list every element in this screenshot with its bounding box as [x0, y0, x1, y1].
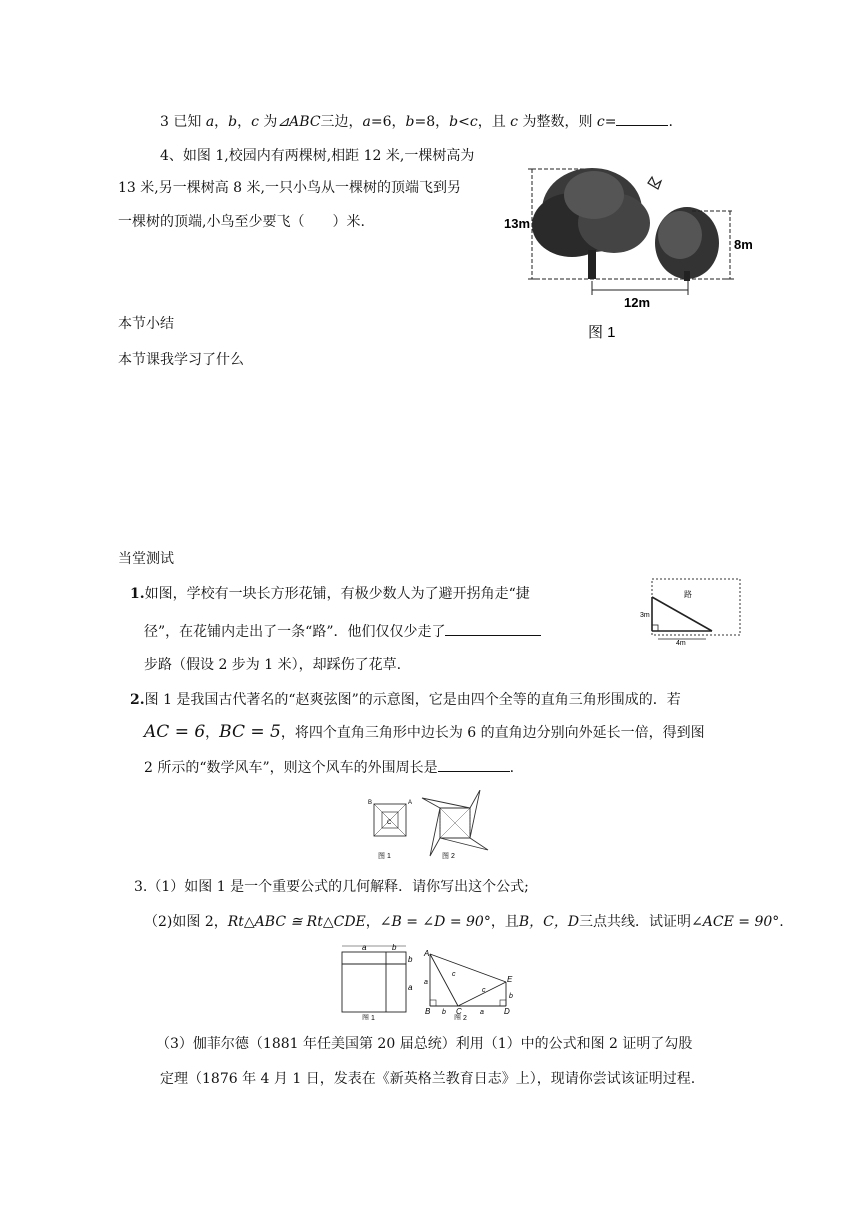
problem-2-blank[interactable]	[438, 757, 510, 772]
fig2-side-c2: c	[482, 987, 486, 994]
fig1-top-b: b	[392, 943, 397, 952]
fig2-bottom-a: a	[480, 1009, 484, 1016]
problem-3-line-2: （2)如图 2，Rt△ABC ≅ Rt△CDE，∠B = ∠D = 90°，且B，C，D三点共线．试证明∠ACE = 90°.	[144, 914, 784, 930]
two-trees-figure	[502, 155, 762, 345]
fig2-label-A: A	[424, 949, 430, 958]
distance-12m-label: 12m	[624, 295, 651, 310]
width-4m-label: 4m	[676, 640, 686, 647]
fig2-label-C: C	[456, 1007, 462, 1016]
height-3m-label: 3m	[640, 612, 650, 619]
problem-2-line-2: AC = 6，BC = 5，将四个直角三角形中边长为 6 的直角边分别向外延长一倍，得到图	[144, 722, 705, 742]
fig1-caption: 图 1	[362, 1015, 375, 1020]
fig2-label-D: D	[504, 1007, 510, 1016]
summary-question: 本节课我学习了什么	[118, 352, 244, 368]
fig2-label-E: E	[507, 975, 513, 984]
flowerbed-figure	[634, 575, 744, 647]
road-label: 路	[684, 590, 692, 599]
answer-blank[interactable]	[616, 111, 668, 126]
problem-3-line-1: 3.（1）如图 1 是一个重要公式的几何解释．请你写出这个公式;	[134, 879, 529, 895]
problem-2-line-1: 2.图 1 是我国古代著名的“赵爽弦图”的示意图，它是由四个全等的直角三角形围成的．若	[130, 692, 681, 708]
question-3-line: 3 已知 a，b，c 为⊿ABC三边，a=6，b=8，b<c，且 c 为整数，则 c= .	[160, 111, 673, 132]
problem-3-line-3: （3）伽菲尔德（1881 年任美国第 20 届总统）利用（1）中的公式和图 2 证明了勾股	[156, 1036, 693, 1052]
fig2-caption: 图 2	[442, 853, 455, 860]
fig1-side-a: a	[408, 983, 413, 992]
fig2-label-B: B	[425, 1007, 431, 1016]
summary-heading: 本节小结	[118, 316, 174, 332]
problem-3-line-4: 定理（1876 年 4 月 1 日，发表在《新英格兰教育日志》上），现请你尝试该证明过程.	[160, 1071, 696, 1087]
problem-1-line-2: 径”，在花铺内走出了一条“路”．他们仅仅少走了	[144, 621, 541, 642]
test-heading: 当堂测试	[118, 551, 174, 567]
fig1-side-b: b	[408, 955, 413, 964]
problem-1-line-1: 1.如图，学校有一块长方形花铺，有极少数人为了避开拐角走“捷	[130, 586, 530, 602]
fig2-bottom-b: b	[442, 1009, 446, 1016]
fig2-caption: 图 2	[454, 1015, 467, 1020]
windmill-figures	[364, 790, 504, 864]
question-4-line-2: 13 米,另一棵树高 8 米,一只小鸟从一棵树的顶端飞到另	[118, 180, 461, 196]
problem-1-line-3: 步路（假设 2 步为 1 米），却踩伤了花草.	[144, 657, 402, 673]
height-8m-label: 8m	[734, 237, 753, 252]
fig2-side-c: c	[452, 971, 456, 978]
problem-2-line-3: 2 所示的“数学风车”，则这个风车的外围周长是 .	[144, 757, 514, 778]
formula-figures	[330, 940, 530, 1020]
fig1-top-a: a	[362, 943, 367, 952]
fig1-label-b: B	[368, 800, 373, 806]
fig2-side-a: a	[424, 979, 428, 986]
fig1-caption: 图 1	[378, 853, 391, 860]
question-4-line-3: 一棵树的顶端,小鸟至少要飞（ ）米.	[118, 214, 365, 230]
problem-1-blank[interactable]	[445, 621, 541, 636]
fig2-right-b: b	[509, 993, 513, 1000]
height-13m-label: 13m	[504, 216, 531, 231]
figure-caption: 图 1	[588, 324, 616, 341]
fig1-label-a: A	[408, 800, 413, 806]
question-4-line-1: 4、如图 1,校园内有两棵树,相距 12 米,一棵树高为	[160, 148, 475, 164]
fig1-label-c: C	[387, 820, 392, 826]
